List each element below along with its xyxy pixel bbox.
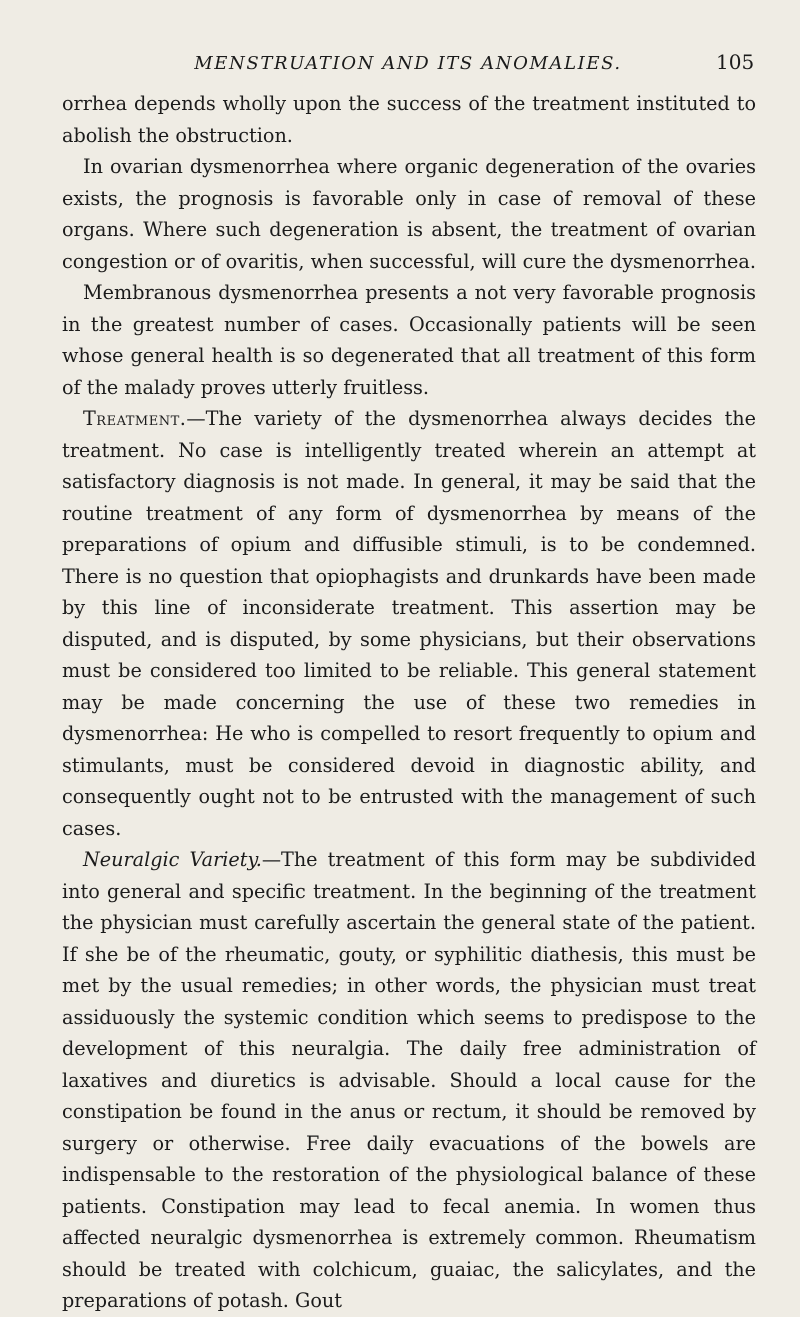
section-heading-neuralgic: Neuralgic Variety. bbox=[83, 848, 262, 871]
paragraph-text: orrhea depends wholly upon the success of the treatment instituted to abolish the obstruction. bbox=[62, 92, 756, 147]
paragraph-text: Membranous dysmenorrhea presents a not very favorable prognosis in the greatest number of cases. Occasionally patients will be seen whose general health is so degenerated that all treatment of this form of the malady proves utterly fruitless. bbox=[62, 281, 756, 399]
body-text bbox=[62, 88, 756, 1317]
paragraph-membranous bbox=[62, 277, 756, 403]
paragraph-ovarian bbox=[62, 151, 756, 277]
section-heading-treatment: Treatment. bbox=[83, 407, 187, 430]
paragraph-treatment bbox=[62, 403, 756, 844]
running-head: MENSTRUATION AND ITS ANOMALIES. bbox=[194, 53, 622, 74]
page-header bbox=[62, 50, 754, 88]
paragraph-text: In ovarian dysmenorrhea where organic degeneration of the ovaries exists, the prognosis is favorable only in case of removal of these organs. Where such degeneration is absent, the treatment of ovarian congestion or of ovaritis, when successful, will cure the dysmenorrhea. bbox=[62, 155, 756, 273]
paragraph-continuation bbox=[62, 88, 756, 151]
paragraph-neuralgic bbox=[62, 844, 756, 1317]
page-number: 105 bbox=[716, 50, 755, 74]
paragraph-text: —The variety of the dysmenorrhea always decides the treatment. No case is intelligently treated wherein an attempt at satisfactory diagnosis is not made. In general, it may be said that the routine treatment of any form of dysmenorrhea by means of the preparations of opium and diffusible stimuli, is to be condemned. There is no question that opiophagists and drunkards have been made by this line of inconsiderate treatment. This assertion may be disputed, and is disputed, by some physicians, but their observations must be considered too limited to be reliable. This general statement may be made concerning the use of these two remedies in dysmenorrhea: He who is compelled to resort frequently to opium and stimulants, must be considered devoid in diagnostic ability, and consequently ought not to be entrusted with the management of such cases. bbox=[62, 407, 756, 840]
paragraph-text: —The treatment of this form may be subdivided into general and specific treatment. In the beginning of the treatment the physician must carefully ascertain the general state of the patient. If she be of the rheumatic, gouty, or syphilitic diathesis, this must be met by the usual remedies; in other words, the physician must treat assiduously the systemic condition which seems to predispose to the development of this neuralgia. The daily free administration of laxatives and diuretics is advisable. Should a local cause for the constipation be found in the anus or rectum, it should be removed by surgery or otherwise. Free daily evacuations of the bowels are indispensable to the restoration of the physiological balance of these patients. Constipation may lead to fecal anemia. In women thus affected neuralgic dysmenorrhea is extremely common. Rheumatism should be treated with colchicum, guaiac, the salicylates, and the preparations of potash. Gout bbox=[62, 848, 757, 1312]
